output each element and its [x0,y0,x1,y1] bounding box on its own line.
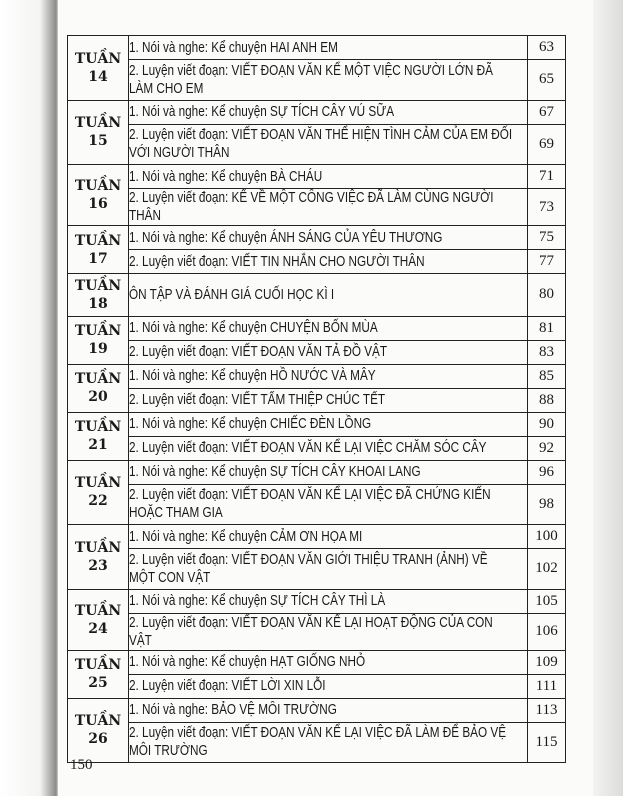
lesson-title: 1. Nói và nghe: Kể chuyện HỒ NƯỚC VÀ MÂY [129,368,376,384]
toc-row [68,549,566,590]
toc-row [68,124,566,165]
week-number: 14 [88,68,108,85]
lesson-page-number: 88 [528,388,566,412]
lesson-title: 2. Luyện viết đoạn: VIẾT ĐOẠN VĂN KỂ LẠI VIỆC ĐÃ CHỨNG KIẾN HOẶC THAM GIA [129,487,491,522]
toc-row [68,484,566,525]
lesson-page-number: 90 [528,412,566,436]
lesson-page-number: 109 [528,650,566,674]
week-cell [68,412,129,460]
week-number: 16 [88,196,108,212]
toc-row [68,60,566,101]
lesson-page-number: 98 [528,484,566,525]
week-number: 20 [88,389,108,405]
week-label: TUẦN [74,50,122,67]
toc-row [68,100,566,124]
lesson-page-number: 111 [528,674,566,698]
lesson-title: 1. Nói và nghe: Kể chuyện SỰ TÍCH CÂY VÚ SỮA [129,104,395,120]
week-label: TUẦN [74,539,122,556]
table-of-contents [67,35,566,763]
week-number: 18 [88,295,108,312]
week-label: TUẦN [74,178,122,194]
lesson-title: 2. Luyện viết đoạn: VIẾT ĐOẠN VĂN GIỚI THIỆU TRANH (ẢNH) VỀ MỘT CON VẬT [129,551,488,586]
toc-row [68,589,566,613]
lesson-title: 1. Nói và nghe: Kể chuyện CHIẾC ĐÈN LỒNG [129,416,372,432]
lesson-title-cell [129,549,528,590]
toc-row [68,36,566,60]
week-number: 23 [88,557,108,574]
week-cell [68,460,129,525]
lesson-title-cell [129,100,528,124]
lesson-title-cell [129,274,528,317]
lesson-title: 2. Luyện viết đoạn: VIẾT ĐOẠN VĂN KỂ LẠI VIỆC CHĂM SÓC CÂY [129,440,487,456]
week-number: 17 [88,250,108,267]
week-cell [68,316,129,364]
week-cell [68,274,129,317]
lesson-page-number: 75 [528,226,566,250]
page-edge-shadow [593,0,623,796]
lesson-title-cell [129,60,528,101]
lesson-title: 2. Luyện viết đoạn: VIẾT LỜI XIN LỖI [129,678,326,694]
lesson-title: 2. Luyện viết đoạn: VIẾT ĐOẠN VĂN TẢ ĐỒ VẬT [129,344,388,360]
lesson-title-cell [129,316,528,340]
lesson-title-cell [129,484,528,525]
toc-row [68,364,566,388]
week-cell [68,226,129,274]
lesson-title-cell [129,698,528,722]
lesson-title-cell [129,124,528,165]
week-label: TUẦN [74,475,122,492]
week-number: 24 [88,620,108,637]
week-label: TUẦN [74,713,122,730]
lesson-title-cell [129,525,528,549]
lesson-title: 1. Nói và nghe: Kể chuyện CẢM ƠN HỌA MI [129,528,363,545]
lesson-page-number: 92 [528,436,566,460]
page-number: 150 [70,757,93,773]
toc-row [68,412,566,436]
lesson-title-cell [129,650,528,674]
toc-row [68,650,566,674]
lesson-page-number: 63 [528,36,566,60]
lesson-title: 2. Luyện viết đoạn: VIẾT ĐOẠN VĂN THỂ HIỆN TÌNH CẢM CỦA EM ĐỐI VỚI NGƯỜI THÂN [129,127,513,162]
lesson-page-number: 77 [528,250,566,274]
toc-row [68,674,566,698]
lesson-title-cell [129,436,528,460]
week-label: TUẦN [74,277,122,294]
week-cell [68,364,129,412]
toc-row [68,613,566,650]
lesson-title-cell [129,226,528,250]
week-label: TUẦN [74,323,122,339]
lesson-title-cell [129,412,528,436]
toc-row [68,340,566,364]
lesson-page-number: 96 [528,460,566,484]
lesson-page-number: 71 [528,165,566,189]
lesson-page-number: 67 [528,100,566,124]
lesson-title-cell [129,722,528,763]
week-label: TUẦN [74,371,122,387]
toc-row [68,226,566,250]
week-number: 26 [88,731,108,748]
toc-row [68,250,566,274]
lesson-page-number: 113 [528,698,566,722]
lesson-title-cell [129,165,528,189]
toc-row [68,189,566,226]
lesson-page-number: 65 [528,60,566,101]
lesson-title: 1. Nói và nghe: Kể chuyện SỰ TÍCH CÂY KHOAI LANG [129,464,421,480]
lesson-title-cell [129,613,528,650]
lesson-page-number: 80 [528,274,566,317]
lesson-page-number: 85 [528,364,566,388]
week-label: TUẦN [74,419,122,435]
week-cell [68,100,129,165]
toc-row [68,436,566,460]
week-cell [68,525,129,590]
lesson-title: 2. Luyện viết đoạn: KỂ VỀ MỘT CÔNG VIỆC ĐÃ LÀM CÙNG NGƯỜI THÂN [129,190,494,224]
book-binding-shadow [0,0,58,796]
lesson-title: 1. Nói và nghe: Kể chuyện ÁNH SÁNG CỦA YÊU THƯƠNG [129,229,443,246]
lesson-title: ÔN TẬP VÀ ĐÁNH GIÁ CUỐI HỌC KÌ I [129,286,335,303]
lesson-page-number: 100 [528,525,566,549]
week-cell [68,589,129,650]
lesson-title-cell [129,589,528,613]
week-number: 15 [88,133,108,150]
lesson-title: 2. Luyện viết đoạn: VIẾT ĐOẠN VĂN KỂ MỘT VIỆC NGƯỜI LỚN ĐÃ LÀM CHO EM [129,62,493,97]
lesson-page-number: 69 [528,124,566,165]
lesson-page-number: 73 [528,189,566,226]
lesson-title-cell [129,340,528,364]
week-number: 19 [88,341,108,357]
week-cell [68,165,129,226]
toc-row [68,460,566,484]
lesson-page-number: 81 [528,316,566,340]
toc-row [68,722,566,763]
week-cell [68,36,129,101]
toc-row [68,525,566,549]
lesson-title: 1. Nói và nghe: Kể chuyện HAI ANH EM [129,39,338,56]
lesson-title-cell [129,364,528,388]
week-cell [68,698,129,763]
lesson-page-number: 105 [528,589,566,613]
lesson-title: 2. Luyện viết đoạn: VIẾT TẤM THIỆP CHÚC TẾT [129,392,386,408]
lesson-title: 2. Luyện viết đoạn: VIẾT ĐOẠN VĂN KỂ LẠI HOẠT ĐỘNG CỦA CON VẬT [129,614,493,649]
lesson-title: 1. Nói và nghe: BẢO VỆ MÔI TRƯỜNG [129,702,337,718]
lesson-page-number: 106 [528,613,566,650]
lesson-title-cell [129,388,528,412]
toc-row [68,316,566,340]
week-label: TUẦN [74,657,122,673]
week-number: 22 [88,493,108,510]
lesson-title: 1. Nói và nghe: Kể chuyện CHUYỆN BỐN MÙA [129,320,378,336]
lesson-page-number: 102 [528,549,566,590]
week-label: TUẦN [74,232,122,249]
lesson-title-cell [129,460,528,484]
lesson-title: 1. Nói và nghe: Kể chuyện SỰ TÍCH CÂY THÌ LÀ [129,593,386,609]
lesson-title-cell [129,250,528,274]
lesson-title-cell [129,189,528,226]
toc-body [68,36,566,763]
lesson-title-cell [129,36,528,60]
lesson-page-number: 115 [528,722,566,763]
week-label: TUẦN [74,115,122,132]
week-number: 25 [88,675,108,691]
lesson-title: 2. Luyện viết đoạn: VIẾT TIN NHẮN CHO NGƯỜI THÂN [129,253,425,270]
lesson-title-cell [129,674,528,698]
lesson-page-number: 83 [528,340,566,364]
lesson-title: 1. Nói và nghe: Kể chuyện BÀ CHÁU [129,168,323,185]
lesson-title: 1. Nói và nghe: Kể chuyện HẠT GIỐNG NHỎ [129,654,366,670]
toc-row [68,274,566,317]
week-label: TUẦN [74,602,122,619]
toc-row [68,165,566,189]
lesson-title: 2. Luyện viết đoạn: VIẾT ĐOẠN VĂN KỂ LẠI VIỆC ĐÃ LÀM ĐỂ BẢO VỆ MÔI TRƯỜNG [129,725,507,760]
toc-row [68,698,566,722]
week-number: 21 [88,437,108,453]
toc-row [68,388,566,412]
week-cell [68,650,129,698]
